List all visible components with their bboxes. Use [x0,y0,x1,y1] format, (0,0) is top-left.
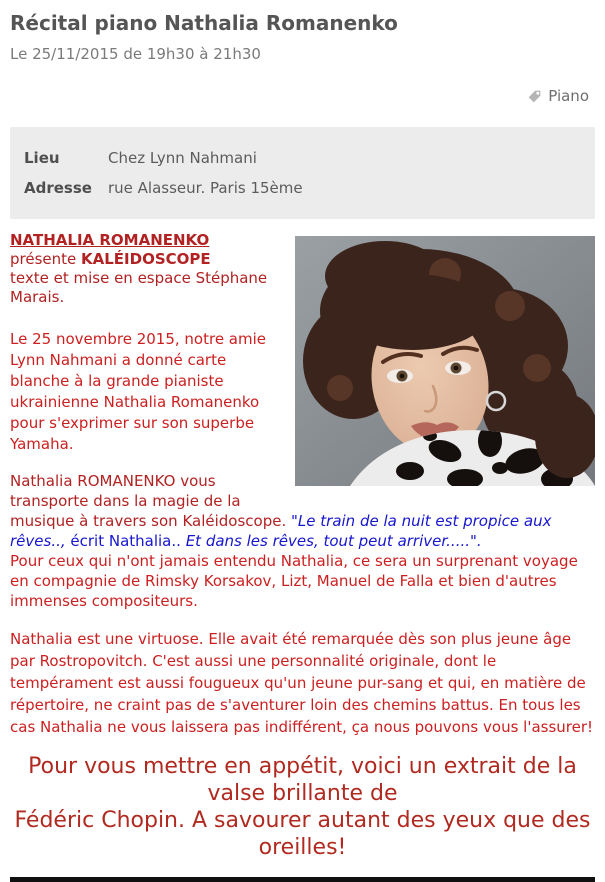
lieu-label: Lieu [24,148,60,167]
adresse-value: rue Alasseur. Paris 15ème [108,178,303,197]
tag-icon [527,89,542,104]
portrait-photo [295,236,595,486]
chopin-announcement: Pour vous mettre en appétit, voici un extrait de la valse brillante de Fédéric Chopin. A savourer autant des yeux que des oreilles! [14,753,591,860]
article-body [10,231,595,882]
lieu-value: Chez Lynn Nahmani [108,148,257,167]
event-datetime: Le 25/11/2015 de 19h30 à 21h30 [10,45,261,63]
tag-piano[interactable] [527,87,589,105]
kaleidoscope-paragraph: Nathalia ROMANENKO vous transporte dans la magie de la musique à travers son Kaléidoscope. "Le train de la nuit est propice aux rêves.., écrit Nathalia.. Et dans les rêves, tout peut arriver.....". Pour ceux qui n'ont jamais entendu Nathalia, ce sera un surprenant voyage en compagnie de Rimsky Korsakov, Lizt, Manuel de Falla et bien d'autres immenses compositeurs. [10,471,578,610]
info-row-adresse [24,173,581,203]
venue-info-box [10,127,595,219]
tag-label: Piano [548,87,589,105]
page-title: Récital piano Nathalia Romanenko [10,11,398,35]
intro-paragraph: NATHALIA ROMANENKO présente KALÉIDOSCOPE texte et mise en espace Stéphane Marais. [10,230,268,306]
virtuose-paragraph: Nathalia est une virtuose. Elle avait été remarquée dès son plus jeune âge par Rostropovitch. C'est aussi une personnalité originale, dont le tempérament est aussi fougueux qu'un jeune pur-sang et qui, en matière de répertoire, ne craint pas de s'aventurer loin des chemins battus. En tous les cas Nathalia ne vous laissera pas indifférent, ça nous pouvons vous l'assurer! [10,629,594,736]
info-row-lieu [24,143,581,173]
carte-blanche-paragraph: Le 25 novembre 2015, notre amie Lynn Nahmani a donné carte blanche à la grande pianiste ukrainienne Nathalia Romanenko pour s'exprimer sur son superbe Yamaha. [10,329,267,453]
adresse-label: Adresse [24,178,92,197]
tag-row [10,87,595,108]
video-embed[interactable] [10,877,595,882]
